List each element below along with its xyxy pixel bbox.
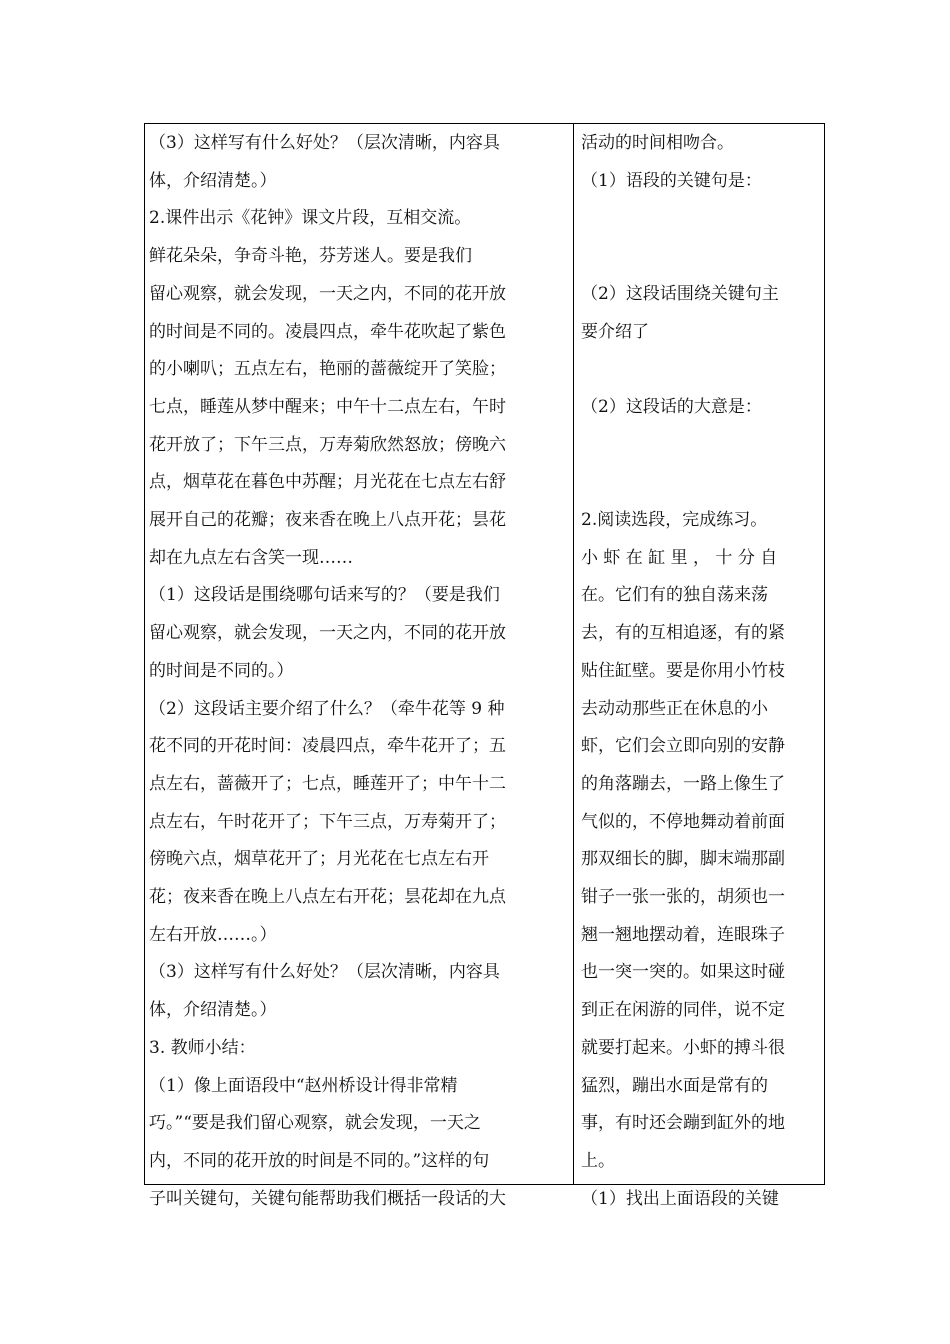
text-line: 就要打起来。小虾的搏斗很 — [581, 1037, 785, 1058]
text-line: （1）找出上面语段的关键 — [581, 1188, 779, 1209]
text-line: 巧。”“要是我们留心观察，就会发现，一天之 — [149, 1113, 481, 1134]
text-line: 小 虾 在 缸 里 ， 十 分 自 — [581, 547, 778, 568]
text-line: 那双细长的脚，脚末端那副 — [581, 849, 785, 870]
text-line: 的角落蹦去，一路上像生了 — [581, 773, 785, 794]
text-line: 猛烈，蹦出水面是常有的 — [581, 1075, 768, 1096]
text-line: 点左右，蔷薇开了；七点，睡莲开了；中午十二 — [149, 773, 506, 794]
text-line: 活动的时间相吻合。 — [581, 133, 734, 153]
text-line: 留心观察，就会发现，一天之内，不同的花开放 — [149, 623, 506, 644]
left-column — [145, 124, 573, 1209]
text-line: 展开自己的花瓣；夜来香在晚上八点开花；昙花 — [149, 510, 506, 530]
text-line: 气似的，不停地舞动着前面 — [581, 811, 785, 832]
text-line: （2）这段话主要介绍了什么？（牵牛花等 9 种 — [149, 698, 505, 719]
text-line: 要介绍了 — [581, 321, 649, 342]
text-line: 在。它们有的独自荡来荡 — [581, 585, 768, 606]
text-line: 花不同的开花时间：凌晨四点，牵牛花开了；五 — [149, 736, 506, 757]
text-line: 去，有的互相追逐，有的紧 — [581, 623, 785, 644]
text-line: 2.阅读选段，完成练习。 — [581, 510, 768, 530]
text-line: （1）像上面语段中“赵州桥设计得非常精 — [149, 1075, 458, 1096]
text-line: （3）这样写有什么好处？（层次清晰，内容具 — [149, 962, 500, 983]
text-line: 内，不同的花开放的时间是不同的。”这样的句 — [149, 1150, 490, 1171]
text-line: 鲜花朵朵，争奇斗艳，芬芳迷人。要是我们 — [149, 246, 472, 267]
text-line: 左右开放……。） — [149, 924, 277, 945]
text-line: 花开放了；下午三点，万寿菊欣然怒放；傍晚六 — [149, 434, 506, 455]
right-column — [575, 124, 826, 1209]
text-line: 留心观察，就会发现，一天之内，不同的花开放 — [149, 283, 506, 304]
text-line: （2）这段话围绕关键句主 — [581, 283, 779, 304]
text-line: 七点，睡莲从梦中醒来；中午十二点左右，午时 — [149, 396, 506, 417]
text-line: 的时间是不同的。） — [149, 660, 294, 681]
lesson-table — [144, 123, 825, 1209]
text-line: 的时间是不同的。凌晨四点，牵牛花吹起了紫色 — [149, 321, 506, 342]
text-line: 却在九点左右含笑一现…… — [149, 547, 353, 568]
text-line: 也一突一突的。如果这时碰 — [581, 962, 785, 983]
text-line: 上。 — [581, 1150, 615, 1171]
text-line: 到正在闲游的同伴，说不定 — [581, 1000, 785, 1021]
text-line: 翘一翘地摆动着，连眼珠子 — [581, 924, 785, 945]
text-line: 子叫关键句，关键句能帮助我们概括一段话的大 — [149, 1188, 506, 1209]
text-line: 去动动那些正在休息的小 — [581, 698, 768, 719]
text-line: （2）这段话的大意是： — [581, 396, 762, 417]
text-line: 的小喇叭；五点左右，艳丽的蔷薇绽开了笑脸； — [149, 359, 506, 380]
text-line: 虾，它们会立即向别的安静 — [581, 736, 785, 757]
text-line: 3. 教师小结： — [149, 1037, 256, 1058]
text-line: 贴住缸壁。要是你用小竹枝 — [581, 660, 785, 681]
text-line: 点左右，午时花开了；下午三点，万寿菊开了； — [149, 811, 506, 832]
text-line: （3）这样写有什么好处？（层次清晰，内容具 — [149, 133, 500, 153]
text-line: 体，介绍清楚。） — [149, 170, 277, 191]
text-line: 点，烟草花在暮色中苏醒；月光花在七点左右舒 — [149, 472, 506, 493]
column-divider — [573, 124, 574, 1184]
text-line: 事，有时还会蹦到缸外的地 — [581, 1113, 785, 1134]
text-line: 花；夜来香在晚上八点左右开花；昙花却在九点 — [149, 887, 506, 907]
text-line: 钳子一张一张的，胡须也一 — [581, 887, 785, 907]
text-line: （1）这段话是围绕哪句话来写的？（要是我们 — [149, 585, 500, 606]
text-line: 体，介绍清楚。） — [149, 1000, 277, 1021]
text-line: （1）语段的关键句是： — [581, 170, 762, 191]
text-line: 2.课件出示《花钟》课文片段，互相交流。 — [149, 208, 472, 229]
text-line: 傍晚六点，烟草花开了；月光花在七点左右开 — [149, 849, 489, 870]
